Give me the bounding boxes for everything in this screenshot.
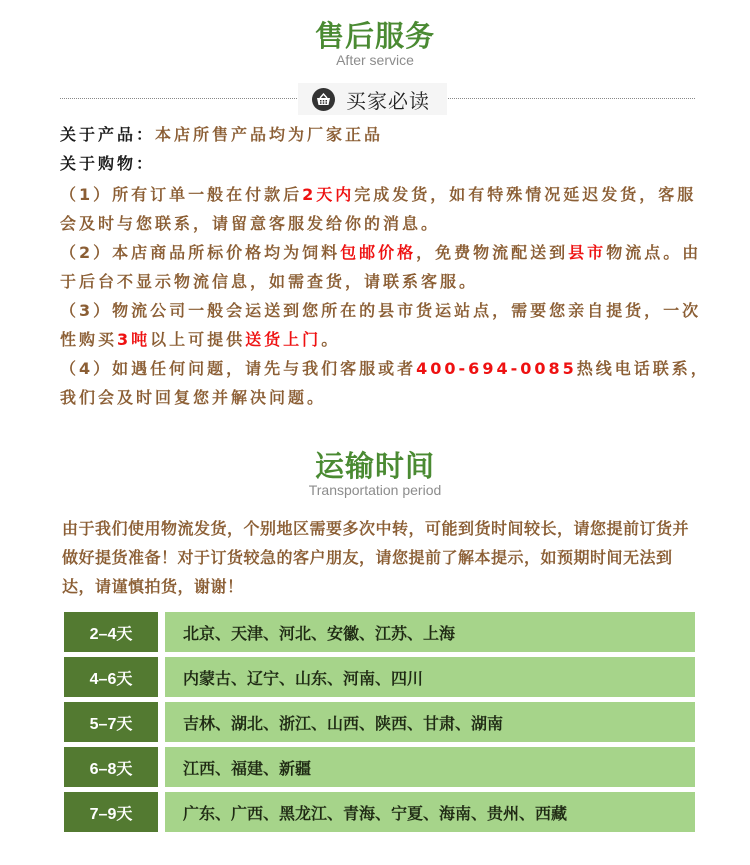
regions-cell: 北京、天津、河北、安徽、江苏、上海: [165, 612, 695, 652]
regions-cell: 广东、广西、黑龙江、青海、宁夏、海南、贵州、西藏: [165, 792, 695, 832]
hotline-number: 400-694-0085: [416, 359, 577, 378]
regions-cell: 内蒙古、辽宁、山东、河南、四川: [165, 657, 695, 697]
buyer-notice-badge: [298, 83, 447, 115]
text-part: 以上可提供: [150, 330, 246, 349]
text-part: （3）物流公司一般会运送到您所在的县市货运站点，需要您亲自提货，一次性购买: [60, 301, 702, 349]
highlight-text: 包邮价格: [340, 243, 417, 262]
shopping-items: [60, 180, 710, 412]
shopping-item-2: [60, 238, 710, 296]
highlight-text: 3吨: [117, 330, 151, 349]
text-part: 完成发货，如有特殊情况延迟发货，客服会及时与您联系，请留意客服发给你的消息。: [60, 185, 697, 233]
highlight-text: 2天内: [302, 185, 355, 204]
about-shopping-label-text: 关于购物：: [60, 154, 156, 173]
table-row: [64, 747, 695, 787]
text-part: （4）如遇任何问题，请先与我们客服或者: [60, 359, 417, 378]
text-part: 物流点。由于后台不显示物流信息，如需查货，请联系客服。: [60, 243, 702, 291]
text-part: 热线电话联系，我们会及时回复您并解决问题。: [60, 359, 710, 407]
transport-notice: 由于我们使用物流发货，个别地区需要多次中转，可能到货时间较长，请您提前订货并做好提货准备！对于订货较急的客户朋友，请您提前了解本提示，如预期时间无法到达，请谨慎拍货，谢谢！: [62, 519, 690, 596]
days-cell: 4–6天: [64, 657, 158, 697]
text-part: 。: [321, 330, 341, 349]
after-service-title: 售后服务: [314, 19, 435, 53]
shopping-item-4: [60, 354, 710, 412]
after-service-subtitle: After service: [336, 52, 414, 68]
shopping-basket-icon: [312, 88, 335, 111]
transport-title: 运输时间: [314, 449, 435, 483]
text-part: （2）本店商品所标价格均为饲料: [60, 243, 341, 262]
days-cell: 2–4天: [64, 612, 158, 652]
highlight-text: 送货上门: [245, 330, 322, 349]
badge-label: 买家必读: [346, 88, 430, 113]
table-row: [64, 612, 695, 652]
table-row: [64, 657, 695, 697]
transport-subtitle: Transportation period: [308, 482, 442, 498]
days-cell: 6–8天: [64, 747, 158, 787]
about-product-label: 关于产品：: [60, 125, 156, 144]
highlight-text: 县市: [568, 243, 607, 262]
about-shopping-label: [60, 149, 710, 178]
days-cell: 5–7天: [64, 702, 158, 742]
shipping-time-table: [64, 612, 695, 837]
shopping-item-3: [60, 296, 710, 354]
regions-cell: 江西、福建、新疆: [165, 747, 695, 787]
about-product-text: 本店所售产品均为厂家正品: [155, 125, 384, 144]
text-part: （1）所有订单一般在付款后: [60, 185, 303, 204]
text-part: ，免费物流配送到: [416, 243, 569, 262]
shopping-item-1: [60, 180, 710, 238]
regions-cell: 吉林、湖北、浙江、山西、陕西、甘肃、湖南: [165, 702, 695, 742]
table-row: [64, 792, 695, 832]
days-cell: 7–9天: [64, 792, 158, 832]
table-row: [64, 702, 695, 742]
about-product: [60, 120, 710, 149]
